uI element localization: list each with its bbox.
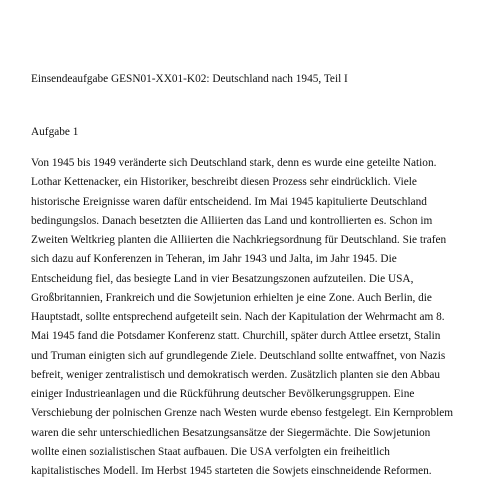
text-line: einiger Industrieanlagen und die Rückführung deutscher Bevölkerungsgruppen. Eine	[31, 388, 415, 400]
text-line: Großbritannien, Frankreich und die Sowjetunion erhielten je eine Zone. Auch Berlin, die	[31, 291, 432, 304]
text-line: Hauptstadt, sollte entsprechend aufgeteilt sein. Nach der Kapitulation der Wehrmacht am 8.	[31, 311, 445, 323]
text-line: und Truman einigten sich auf grundlegende Ziele. Deutschland sollte entwaffnet, von Nazis	[31, 349, 446, 362]
text-line: waren die sehr unterschiedlichen Besatzungsansätze der Siegermächte. Die Sowjetunion	[31, 426, 431, 439]
text-line: historische Ereignisse waren dafür entscheidend. Im Mai 1945 kapitulierte Deutschland	[31, 195, 427, 208]
task-heading: Aufgabe 1	[31, 126, 79, 138]
text-line: Von 1945 bis 1949 veränderte sich Deutschland stark, denn es wurde eine geteilte Nation.	[31, 157, 437, 169]
text-line: Verschiebung der polnischen Grenze nach Westen wurde ebenso festgelegt. Ein Kernproblem	[31, 407, 454, 420]
body-paragraph	[31, 154, 486, 481]
text-line: Lothar Kettenacker, ein Historiker, beschreibt diesen Prozess sehr eindrücklich. Viele	[31, 176, 417, 189]
document-header: Einsendeaufgabe GESN01-XX01-K02: Deutschland nach 1945, Teil I	[31, 73, 348, 85]
text-line: Mai 1945 fand die Potsdamer Konferenz statt. Churchill, später durch Attlee ersetzt, Stalin	[31, 330, 441, 343]
text-line: Zweiten Weltkrieg planten die Alliierten die Nachkriegsordnung für Deutschland. Sie trafen	[31, 234, 447, 246]
text-line: befreit, weniger zentralistisch und demokratisch werden. Zusätzlich planten sie den Abbau	[31, 368, 441, 381]
text-line: bedingungslos. Danach besetzten die Alliierten das Land und kontrollierten es. Schon im	[31, 214, 433, 227]
text-line: Entscheidung fiel, das besiegte Land in vier Besatzungszonen aufzuteilen. Die USA,	[31, 272, 414, 285]
text-line: sich dazu auf Konferenzen in Teheran, im Jahr 1943 und Jalta, im Jahr 1945. Die	[31, 253, 397, 266]
text-line: wollte einen sozialistischen Staat aufbauen. Die USA verfolgten ein freiheitlich	[31, 445, 390, 458]
text-line: kapitalistisches Modell. Im Herbst 1945 starteten die Sowjets einschneidende Reformen.	[31, 465, 432, 477]
